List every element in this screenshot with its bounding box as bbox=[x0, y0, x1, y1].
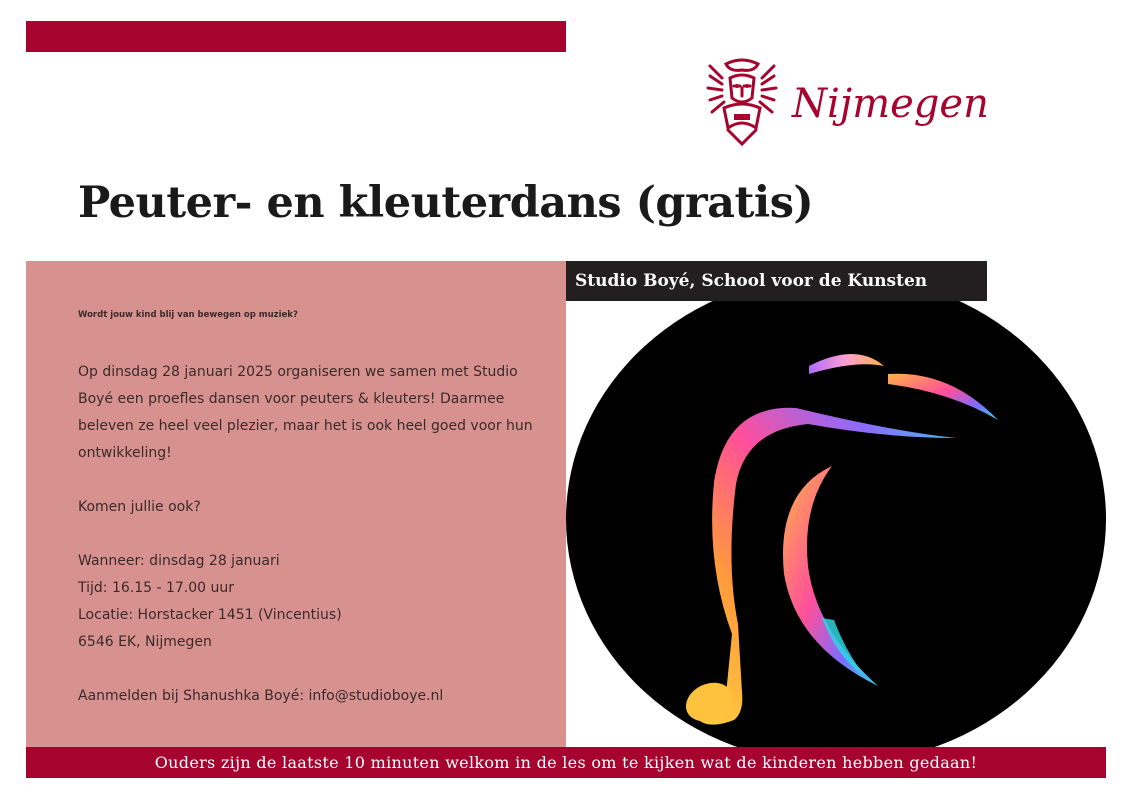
detail-city: 6546 EK, Nijmegen bbox=[78, 634, 212, 650]
page-title: Peuter- en kleuterdans (gratis) bbox=[78, 178, 814, 228]
info-panel bbox=[26, 261, 566, 747]
detail-location: Locatie: Horstacker 1451 (Vincentius) bbox=[78, 607, 342, 623]
body-text bbox=[78, 359, 548, 710]
intro-question: Wordt jouw kind blij van bewegen op muziek? bbox=[78, 310, 298, 320]
top-accent-bar bbox=[26, 21, 566, 52]
detail-when: Wanneer: dinsdag 28 januari bbox=[78, 553, 280, 569]
paragraph-line: Op dinsdag 28 januari 2025 organiseren we samen met Studio bbox=[78, 364, 518, 380]
nijmegen-wordmark: Nijmegen bbox=[792, 81, 989, 127]
signup-text: Aanmelden bij Shanushka Boyé: info@studioboye.nl bbox=[78, 688, 444, 704]
paragraph-line: ontwikkeling! bbox=[78, 445, 172, 461]
dancer-music-note-icon bbox=[566, 274, 1106, 764]
intro-paragraph bbox=[78, 359, 548, 467]
event-details bbox=[78, 548, 548, 656]
paragraph-line: beleven ze heel veel plezier, maar het is ook heel goed voor hun bbox=[78, 418, 533, 434]
footer-banner: Ouders zijn de laatste 10 minuten welkom in de les om te kijken wat de kinderen hebben gedaan! bbox=[26, 747, 1106, 778]
nijmegen-logo bbox=[704, 58, 989, 150]
paragraph-line: Boyé een proefles dansen voor peuters & kleuters! Daarmee bbox=[78, 391, 505, 407]
question-text: Komen jullie ook? bbox=[78, 499, 201, 515]
detail-time: Tijd: 16.15 - 17.00 uur bbox=[78, 580, 235, 596]
nijmegen-emblem-icon bbox=[704, 58, 780, 148]
studio-label: Studio Boyé, School voor de Kunsten bbox=[566, 261, 987, 301]
